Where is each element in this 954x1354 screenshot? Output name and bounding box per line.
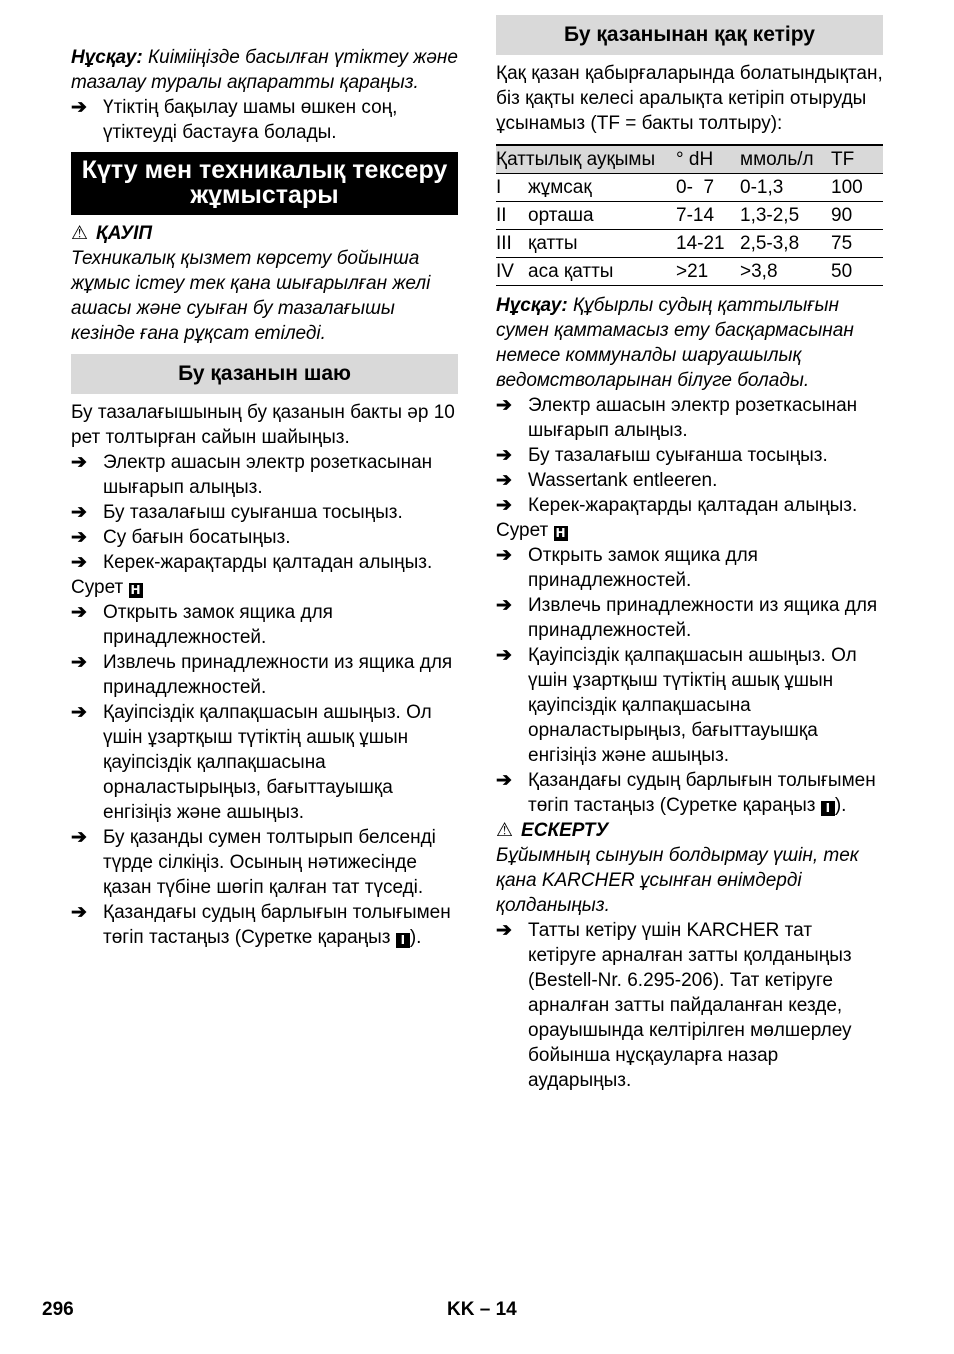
list-item: ➔ Электр ашасын электр розеткасынан шығарып алыңыз. (71, 452, 433, 498)
table-row (496, 258, 883, 286)
arrow-right-icon: ➔ (496, 470, 512, 491)
left-column (71, 45, 458, 950)
table-cell: 75 (831, 233, 853, 254)
rinse-steps-b (71, 600, 458, 950)
table-cell: IV (496, 261, 514, 282)
table-cell: 7-14 (676, 205, 715, 226)
list-item: ➔ Бу тазалағыш суығанша тосыңыз. (71, 502, 403, 523)
arrow-right-icon: ➔ (71, 527, 87, 548)
arrow-right-icon: ➔ (71, 452, 87, 473)
arrow-right-icon: ➔ (496, 395, 512, 416)
list-item: ➔ Wassertank entleeren. (496, 470, 718, 491)
list-item: ➔ Бу қазанды сумен толтырып белсенді түрде сілкіңіз. Осының нәтижесінде қазан түбіне шөгіп қалған тат түседі. (71, 827, 436, 898)
table-header-cell: ° dH (676, 149, 714, 170)
rinse-steps-a (71, 450, 458, 575)
table-cell: 1,3-2,5 (740, 205, 800, 226)
list-item: ➔ Қауіпсіздік қалпақшасын ашыңыз. Ол үшін ұзартқыш түтіктің ашық ұшын қауіпсіздік қалпақшасына орналастырыңыз, бағыттауышқа енгізіңіз және ашыңыз. (496, 645, 857, 766)
table-cell: 2,5-3,8 (740, 233, 800, 254)
arrow-right-icon: ➔ (496, 645, 512, 666)
list-item: ➔ Қазандағы судың барлығын толығымен төгіп тастаңыз (Суретке қараңыз I ). (71, 902, 451, 948)
note-water-hardness: Нұсқау: Құбырлы судың қаттылығын сумен қамтамасыз ету басқармасынан немесе коммуналды шаруашылық ведомстволарынан білуге болады. (496, 295, 854, 391)
table-cell: 0- 7 (676, 177, 715, 198)
arrow-right-icon: ➔ (496, 920, 512, 941)
list-item: ➔ Керек-жарақтарды қалтадан алыңыз. (71, 552, 433, 573)
list-item: ➔ Открыть замок ящика для принадлежностей. (496, 545, 758, 591)
arrow-right-icon: ➔ (71, 827, 87, 848)
figure-h-badge: H (555, 526, 566, 540)
list-item: ➔ Извлечь принадлежности из ящика для принадлежностей. (71, 652, 453, 698)
arrow-right-icon: ➔ (71, 97, 87, 118)
table-row (496, 202, 883, 230)
warning-triangle-icon: ⚠ (496, 820, 514, 841)
arrow-right-icon: ➔ (71, 902, 87, 923)
subsection-title-descale: Бу қазанынан қақ кетіру (496, 15, 883, 55)
table-cell: жұмсақ (528, 177, 592, 198)
right-column (496, 7, 883, 1093)
table-cell: 90 (831, 205, 853, 226)
arrow-right-icon: ➔ (496, 595, 512, 616)
table-header-cell: TF (831, 149, 855, 170)
arrow-right-icon: ➔ (496, 445, 512, 466)
table-cell: 14-21 (676, 233, 725, 254)
page-number: 296 (42, 1299, 74, 1320)
list-item: ➔ Электр ашасын электр розеткасынан шығарып алыңыз. (496, 395, 858, 441)
caution-heading: ⚠ ЕСКЕРТУ (496, 820, 609, 841)
rinse-intro: Бу тазалағышының бу қазанын бакты әр 10 рет толтырған сайын шайыңыз. (71, 402, 455, 448)
table-row (496, 230, 883, 258)
table-cell: >3,8 (740, 261, 778, 282)
table-cell: >21 (676, 261, 709, 282)
arrow-right-icon: ➔ (71, 602, 87, 623)
list-item: ➔ Открыть замок ящика для принадлежностей. (71, 602, 333, 648)
figure-i-badge: I (396, 933, 410, 948)
list-item: ➔ Қауіпсіздік қалпақшасын ашыңыз. Ол үшін ұзартқыш түтіктің ашық ұшын қауіпсіздік қалпақшасына орналастырыңыз, бағыттауышқа енгізіңіз және ашыңыз. (71, 702, 432, 823)
arrow-right-icon: ➔ (496, 545, 512, 566)
figure-h-badge: H (130, 583, 141, 597)
table-cell: I (496, 177, 502, 198)
section-title-maintenance: Күту мен техникалық тексеру жұмыстары (71, 152, 458, 215)
figure-reference: Сурет H (71, 577, 141, 598)
table-cell: қатты (528, 233, 578, 254)
table-cell: 50 (831, 261, 853, 282)
figure-reference: Сурет H (496, 520, 566, 541)
list-item: ➔ Қазандағы судың барлығын толығымен төгіп тастаңыз (Суретке қараңыз I ). (496, 770, 876, 816)
arrow-right-icon: ➔ (496, 495, 512, 516)
table-cell: III (496, 233, 512, 254)
caution-text: Бұйымның сынуын болдырмау үшін, тек қана KARCHER ұсынған өнімдерді қолданыңыз. (496, 845, 859, 916)
table-cell: II (496, 205, 507, 226)
list-item: ➔ Бу тазалағыш суығанша тосыңыз. (496, 445, 828, 466)
warning-triangle-icon: ⚠ (71, 223, 89, 244)
list-item: ➔ Су бағын босатыңыз. (71, 527, 291, 548)
arrow-right-icon: ➔ (496, 770, 512, 791)
arrow-right-icon: ➔ (71, 552, 87, 573)
table-row (496, 174, 883, 202)
table-cell: 0-1,3 (740, 177, 784, 198)
danger-text: Техникалық қызмет көрсету бойынша жұмыс істеу тек қана шығарылған желі ашасы және суыған бу тазалағышы кезінде ғана рұқсат етіледі. (71, 248, 431, 344)
table-cell: 100 (831, 177, 863, 198)
table-header-cell: ммоль/л (740, 149, 814, 170)
figure-i-badge: I (821, 801, 835, 816)
table-cell: аса қатты (528, 261, 614, 282)
page-code: KK – 14 (447, 1299, 517, 1320)
subsection-title-rinse: Бу қазанын шаю (71, 354, 458, 394)
descale-steps-b (496, 543, 883, 818)
arrow-right-icon: ➔ (71, 502, 87, 523)
step-ironing-start: ➔ Үтіктің бақылау шамы өшкен соң, үтіктеуді бастауға болады. (71, 97, 398, 143)
danger-heading: ⚠ ҚАУІП (71, 223, 153, 244)
table-header-cell: Қаттылық ауқымы (496, 149, 656, 170)
descale-intro: Қақ қазан қабырғаларында болатындықтан, біз қақты келесі аралықта кетіріп отыруды ұсынамыз (TF = бакты толтыру): (496, 63, 883, 134)
list-item: ➔ Татты кетіру үшін KARCHER тат кетіруге арналған затты қолданыңыз (Bestell-Nr. 6.295-206). Тат кетіруге арналған затты пайдаланған кезде, орауышында келтірілген мөлшерлеу бойынша нұсқауларға назар аударыңыз. (496, 920, 852, 1091)
list-item: ➔ Извлечь принадлежности из ящика для принадлежностей. (496, 595, 878, 641)
hardness-table (496, 144, 883, 286)
descale-steps-a (496, 393, 883, 518)
arrow-right-icon: ➔ (71, 702, 87, 723)
list-item: ➔ Керек-жарақтарды қалтадан алыңыз. (496, 495, 858, 516)
table-cell: орташа (528, 205, 594, 226)
table-header-row (496, 145, 883, 174)
arrow-right-icon: ➔ (71, 652, 87, 673)
note-usage-ironing: Нұсқау: Киімііңізде басылған үтіктеу және тазалау туралы ақпаратты қараңыз. (71, 47, 458, 93)
